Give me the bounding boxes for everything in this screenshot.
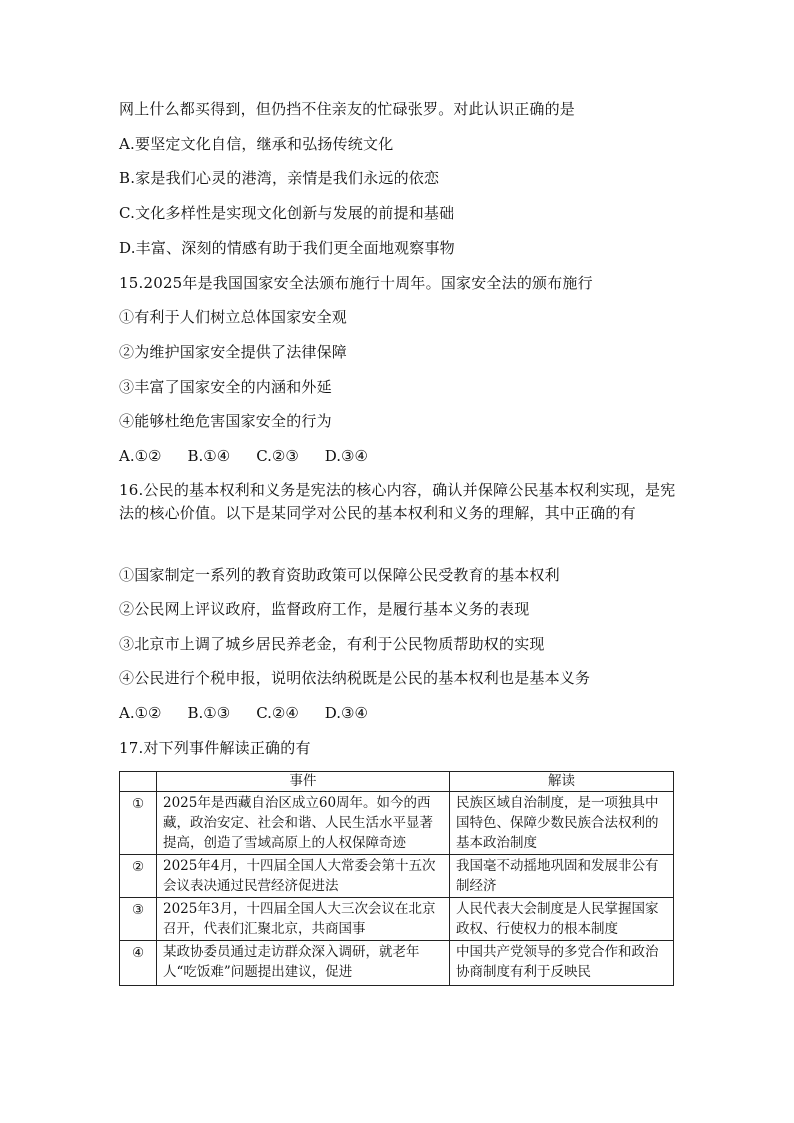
table-row	[120, 941, 674, 986]
q14-stem-tail: 网上什么都买得到，但仍挡不住亲友的忙碌张罗。对此认识正确的是	[119, 100, 576, 118]
q16-choice-b: B.①③	[187, 704, 231, 722]
q17-event-table	[119, 771, 674, 986]
q15-choice-d: D.③④	[324, 447, 368, 465]
q15-choice-c: C.②③	[256, 447, 299, 465]
row-num: ③	[120, 898, 157, 941]
q16-stem: 16.公民的基本权利和义务是宪法的核心内容，确认并保障公民基本权利实现，是宪法的核心价值。以下是某同学对公民的基本权利和义务的理解，其中正确的有	[119, 481, 676, 522]
row-num: ①	[120, 792, 157, 855]
q15-choices	[119, 446, 368, 466]
q14-option-d: D.丰富、深刻的情感有助于我们更全面地观察事物	[119, 239, 455, 257]
q15-stem: 15.2025年是我国国家安全法颁布施行十周年。国家安全法的颁布施行	[119, 274, 593, 292]
q16-item-4: ④公民进行个税申报，说明依法纳税既是公民的基本权利也是基本义务	[119, 669, 591, 687]
row-event: 某政协委员通过走访群众深入调研，就老年人“吃饭难”问题提出建议，促进	[163, 944, 420, 980]
table-header-row	[120, 772, 674, 792]
q16-choice-a: A.①②	[119, 704, 162, 722]
header-reading: 解读	[450, 772, 674, 792]
q17-stem: 17.对下列事件解读正确的有	[119, 739, 311, 757]
table-row	[120, 855, 674, 898]
q16-choices	[119, 703, 368, 723]
q16-item-3: ③北京市上调了城乡居民养老金，有利于公民物质帮助权的实现	[119, 635, 545, 653]
q16-choice-d: D.③④	[324, 704, 368, 722]
q15-item-3: ③丰富了国家安全的内涵和外延	[119, 378, 332, 396]
q14-option-b: B.家是我们心灵的港湾，亲情是我们永远的依恋	[119, 169, 440, 187]
q14-option-c: C.文化多样性是实现文化创新与发展的前提和基础	[119, 204, 455, 222]
header-event: 事件	[157, 772, 450, 792]
row-event: 2025年是西藏自治区成立60周年。如今的西藏，政治安定、社会和谐、人民生活水平显著提高，创造了雪域高原上的人权保障奇迹	[157, 792, 450, 855]
row-num: ②	[120, 855, 157, 898]
q15-item-1: ①有利于人们树立总体国家安全观	[119, 308, 348, 326]
q15-item-4: ④能够杜绝危害国家安全的行为	[119, 412, 332, 430]
row-reading-cell	[450, 941, 674, 986]
row-num: ④	[120, 941, 157, 986]
row-reading: 人民代表大会制度是人民掌握国家政权、行使权力的根本制度	[450, 898, 674, 941]
table-row	[120, 792, 674, 855]
q16-choice-c: C.②④	[256, 704, 299, 722]
row-event: 2025年3月，十四届全国人大三次会议在北京召开，代表们汇聚北京，共商国事	[157, 898, 450, 941]
q16-item-2: ②公民网上评议政府，监督政府工作，是履行基本义务的表现	[119, 600, 530, 618]
q15-choice-b: B.①④	[187, 447, 231, 465]
row-event-cell	[157, 941, 450, 986]
q16-item-1: ①国家制定一系列的教育资助政策可以保障公民受教育的基本权利	[119, 566, 560, 584]
q14-option-a: A.要坚定文化自信，继承和弘扬传统文化	[119, 135, 394, 153]
q15-choice-a: A.①②	[119, 447, 162, 465]
row-reading: 民族区域自治制度，是一项独具中国特色、保障少数民族合法权利的基本政治制度	[450, 792, 674, 855]
row-event: 2025年4月，十四届全国人大常委会第十五次会议表决通过民营经济促进法	[157, 855, 450, 898]
q15-item-2: ②为维护国家安全提供了法律保障	[119, 343, 348, 361]
header-num	[120, 772, 157, 792]
row-reading: 中国共产党领导的多党合作和政治协商制度有利于反映民	[456, 944, 659, 980]
row-reading: 我国毫不动摇地巩固和发展非公有制经济	[450, 855, 674, 898]
table-row	[120, 898, 674, 941]
